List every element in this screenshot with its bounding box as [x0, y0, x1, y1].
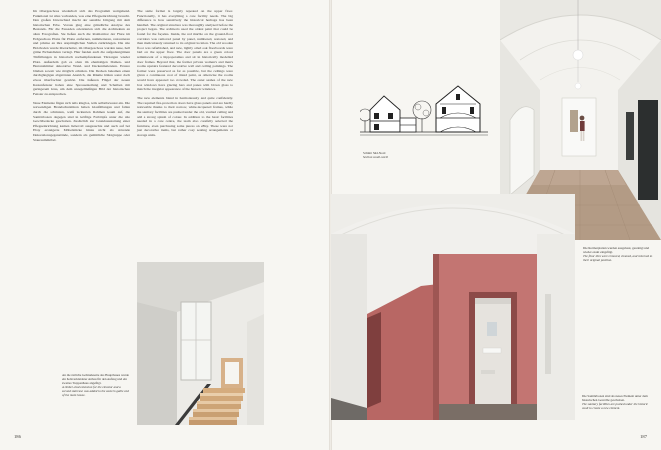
sanitary-caption-en: The sanitary facilities are pushed under the historic vault to create a new element. — [582, 402, 649, 411]
sanitary-box-photo — [331, 194, 575, 420]
right-page-number: 187 — [640, 434, 647, 439]
corridor-caption — [583, 246, 655, 262]
section-drawing — [360, 80, 488, 148]
left-page-number: 186 — [14, 434, 21, 439]
section-caption-de: Schnitt Süd-Nord — [363, 151, 386, 155]
stair-caption-de: An die östliche Gebäudeseite des Hauptbaues wurde ein holzverkleideter Anbau für den Aufzug und ein zweites Treppenhaus angefügt. — [62, 373, 129, 386]
sanitary-caption-de: Die Sanitärboxen sind als neues Element unter dem historischen Gewölbe geschoben. — [582, 394, 648, 403]
sanitary-caption — [582, 394, 654, 410]
section-caption-en: Section south-north — [363, 155, 389, 160]
stair-caption-en: A timber-clad extension for the elevator and a second staircase was added to the eastern gable end of the main house. — [62, 385, 129, 398]
stair-photo — [137, 262, 264, 425]
german-paragraph-2: Neue Elemente fügen sich teils kluglos, teils selbstbewusst ein. Die notwendigen Brandschutztüren haben Glasfüllungen und fallen durch die schmalen, weiß lackierten Rahmen kaum auf, die Sanitärboxen dagegen sind in kräftige Farbtöpfe unter die alte Gewölbedecke geschoben. Zusätzlich zur Grundausstattung einer Pflegeeinrichtung kamen liebevoll ausgesuchte und auch auf bei Ebay ersteigerte Möbelstücke hinzu nicht als störende Dekorationsgegenstände, sondern als gemütliche Sitzgruppe oder Stauraummöbel. — [33, 100, 130, 142]
english-paragraph-2: The new elements blend in harmoniously and quite confidently. The required fire-protection doors have glass panels and are hardly noticeable thanks to their narrow, white-lacquered frames, while the sanitary facilities are pushed under the old, vaulted ceiling and add a strong splash of colour. In addition to the basic facilities needed in a care centre, the team also carefully selected the furniture, even purchasing some pieces on eBay. These were not just decorative items, but rather cosy seating arrangements or storage units. — [137, 96, 233, 138]
german-text-column — [33, 9, 130, 147]
english-text-column — [137, 9, 233, 142]
corridor-caption-de: Die Rotmarplatten wurden ausgebaut, gereinigt und wieder exakt eingefügt. — [583, 246, 650, 255]
english-paragraph-1: The same format is largely repeated on the upper floor. Functionally, it has everything a care facility needs. The big difference is how sensitively the historical heritage has been handled. The original structure was thoroughly analysed before the project began. The architects used the oldest paint that could be found for the façades. Inside, the red marble on the ground-floor corridors was removed panel by panel, numbered, restored, and then meticulously returned to its original location. The old wooden floor was refurbished, and new, lightly oiled oak floorboards were laid on the upper floor. The door panels are a green colour reminiscent of a hippopotamus and sit in historically modelled door frames. Beyond that, the former private women's and men's rooms upstairs featured decorative wall and ceiling paintings. The former were preserved as far as possible, but the ceilings were given a continuous coat of tinted paint, as otherwise the rooms would have appeared too crowded. The outer sashes of the new box windows have glazing bars and panes with blown glass to match the irregular appearance of the historic windows. — [137, 9, 233, 92]
stair-caption — [62, 373, 130, 397]
german-paragraph-1: Im Obergeschoss wiederholt sich das Programm weitgehend. Funktional ist alles vorhanden, was eine Pflegeeinrichtung braucht. Den großen Unterschied macht der sensible Umgang mit dem historischen Erbe. Voraus ging eine gründliche Analyse des Bestands. Für die Fassaden orientierten sich die Architekten an alten Fotografien. Sie ließen auch die Rotmarmor der Flure im Erdgeschoss Platte für Platte entfernen, nummerieren, restaurieren und präzise an ihre ursprünglichen Stellen zurücklegen. Die alte Holzboden wurde überarbeitet, im Obergeschoss wurden neue, hell grüne Eichendielen verlegt. Hier fanden auch die aufgedeutgrünen Türfüllungen in historisch nachempfundenen Türzargen wieder Platz. Außerdem gab es oben im ehemaligen Damen- und Herrenzimmer dekorative Wand- und Deckenmalereien. Erstere blieben soweit wie möglich erhalten. Die Decken bekamen einen durchgängigen abgetönten Anstrich, die Räume hätten sonst doch etwas überfrachtet gewirkt. Die äußeren Flügel der neuen Kastenfenster haben eine Sprossenteilung und Scheiben mit geringerem Glas, um dem unregelmäßigen Bild der historischen Fenster zu entsprechen. — [33, 9, 130, 96]
section-caption — [363, 151, 433, 159]
corridor-caption-en: The floor tiles were removed, cleaned, and returned to their original position. — [583, 254, 653, 263]
